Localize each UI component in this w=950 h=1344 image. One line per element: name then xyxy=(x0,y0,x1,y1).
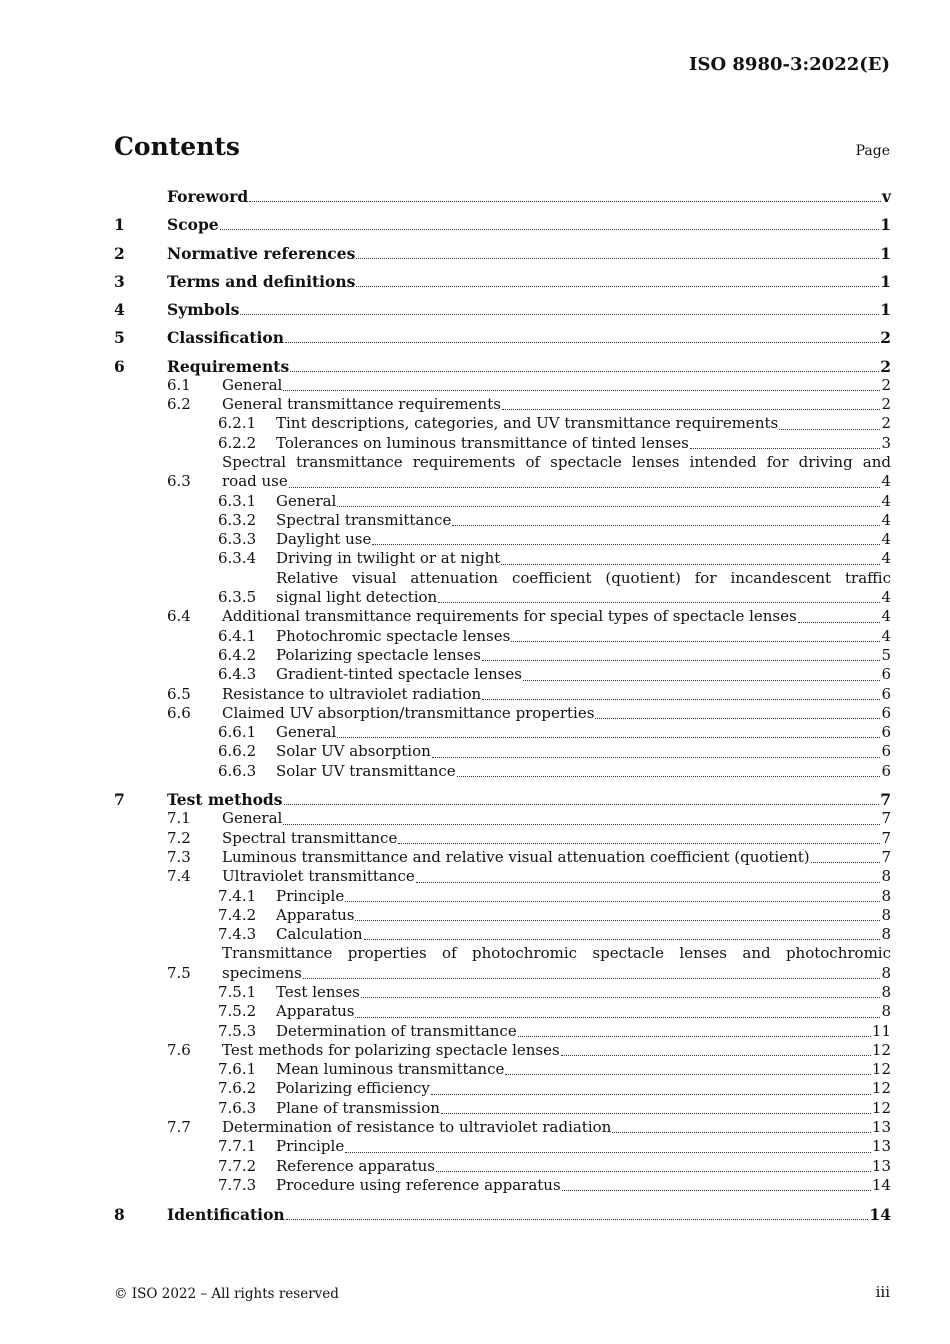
dot-leader xyxy=(289,486,881,488)
toc-entry-page: 2 xyxy=(881,375,891,394)
toc-entry-page: 12 xyxy=(871,1079,891,1098)
dot-leader xyxy=(286,1218,869,1220)
toc-entry-number: 6.2.2 xyxy=(218,433,257,452)
toc-entry-number: 8 xyxy=(114,1204,125,1224)
toc-entry-page: 6 xyxy=(881,723,891,742)
toc-entry[interactable] xyxy=(114,530,891,549)
footer-copyright: © ISO 2022 – All rights reserved xyxy=(114,1286,339,1302)
toc-entry-title: Test lenses xyxy=(276,982,360,1001)
toc-entry-page: 8 xyxy=(881,963,891,982)
dot-leader xyxy=(436,1170,871,1172)
table-of-contents xyxy=(114,183,891,1224)
toc-entry-number: 6.3.3 xyxy=(218,530,257,549)
toc-entry-title: Foreword xyxy=(167,187,249,206)
toc-entry-number: 7.4.1 xyxy=(218,886,257,905)
toc-entry-page: 6 xyxy=(881,761,891,780)
toc-entry-page: 4 xyxy=(881,510,891,529)
toc-entry-number: 7.6 xyxy=(167,1040,191,1059)
toc-entry-number: 6.3 xyxy=(167,472,191,491)
toc-entry-title: General xyxy=(276,491,337,510)
toc-entry[interactable] xyxy=(114,790,891,809)
toc-entry-title: Driving in twilight or at night xyxy=(276,549,501,568)
dot-leader xyxy=(595,717,880,719)
toc-entry-title: Tint descriptions, categories, and UV transmittance requirements xyxy=(276,414,779,433)
toc-entry-number: 6.2 xyxy=(167,395,191,414)
dot-leader xyxy=(511,640,880,642)
toc-entry-title: Photochromic spectacle lenses xyxy=(276,626,511,645)
toc-entry-number: 1 xyxy=(114,215,125,235)
toc-entry-title: Calculation xyxy=(276,925,363,944)
toc-entry-number: 6.4.2 xyxy=(218,645,257,664)
toc-entry-title: Ultraviolet transmittance xyxy=(222,867,415,886)
dot-leader xyxy=(372,543,880,545)
toc-entry[interactable] xyxy=(114,944,891,983)
dot-leader xyxy=(283,389,880,391)
dot-leader xyxy=(612,1131,871,1133)
toc-entry-title: Polarizing efficiency xyxy=(276,1079,430,1098)
toc-entry[interactable] xyxy=(114,357,891,376)
toc-entry-number: 7.3 xyxy=(167,847,191,866)
dot-leader xyxy=(285,341,879,343)
toc-entry-number: 7.7.3 xyxy=(218,1175,257,1194)
toc-entry[interactable] xyxy=(114,511,891,530)
toc-entry[interactable] xyxy=(114,983,891,1002)
dot-leader xyxy=(431,1093,871,1095)
toc-entry[interactable] xyxy=(114,1118,891,1137)
toc-entry-page: 1 xyxy=(880,243,891,263)
toc-entry-page: 14 xyxy=(871,1175,891,1194)
toc-entry-page: 4 xyxy=(881,588,891,607)
toc-entry[interactable] xyxy=(114,646,891,665)
toc-entry-title: Solar UV transmittance xyxy=(276,761,456,780)
toc-entry-number: 7.6.3 xyxy=(218,1098,257,1117)
toc-entry-number: 7.5.1 xyxy=(218,982,257,1001)
toc-entry-page: 4 xyxy=(881,607,891,626)
toc-entry-title: Terms and definitions xyxy=(167,271,356,291)
toc-entry-title: Apparatus xyxy=(276,1002,355,1021)
toc-entry-title: Symbols xyxy=(167,300,240,320)
toc-entry-number: 6.3.4 xyxy=(218,549,257,568)
toc-entry-title: General transmittance requirements xyxy=(222,395,501,414)
dot-leader xyxy=(337,736,880,738)
toc-entry-title: Procedure using reference apparatus xyxy=(276,1175,561,1194)
dot-leader xyxy=(364,938,881,940)
dot-leader xyxy=(561,1054,871,1056)
toc-entry[interactable] xyxy=(114,723,891,742)
toc-entry-number: 7.6.1 xyxy=(218,1060,257,1079)
toc-entry[interactable] xyxy=(114,300,891,319)
dot-leader xyxy=(356,257,879,259)
toc-entry-page: 6 xyxy=(881,684,891,703)
toc-entry-title: General xyxy=(276,723,337,742)
toc-entry-page: 2 xyxy=(881,395,891,414)
toc-entry[interactable] xyxy=(114,1022,891,1041)
dot-leader xyxy=(355,1016,880,1018)
toc-entry-title-line1: Relative visual attenuation coefficient (quotient) for incandescent traffic xyxy=(276,568,891,587)
toc-entry-page: 4 xyxy=(881,472,891,491)
toc-entry-title: Claimed UV absorption/transmittance properties xyxy=(222,703,595,722)
dot-leader xyxy=(523,679,881,681)
toc-entry[interactable] xyxy=(114,395,891,414)
toc-entry-title: Determination of resistance to ultraviolet radiation xyxy=(222,1118,612,1137)
toc-entry-number: 7.2 xyxy=(167,828,191,847)
page-column-label: Page xyxy=(855,143,890,159)
toc-entry[interactable] xyxy=(114,665,891,684)
toc-entry-number: 2 xyxy=(114,243,125,263)
toc-entry[interactable] xyxy=(114,809,891,828)
toc-entry[interactable] xyxy=(114,627,891,646)
toc-entry-title: Gradient-tinted spectacle lenses xyxy=(276,665,522,684)
toc-entry-page: 8 xyxy=(881,982,891,1001)
toc-entry-title: General xyxy=(222,809,283,828)
toc-entry-title: Plane of transmission xyxy=(276,1098,440,1117)
toc-entry[interactable] xyxy=(114,1060,891,1079)
toc-entry[interactable] xyxy=(114,376,891,395)
dot-leader xyxy=(432,756,881,758)
toc-entry-number: 3 xyxy=(114,271,125,291)
toc-entry-title: Normative references xyxy=(167,243,356,263)
toc-entry-title: Spectral transmittance xyxy=(222,828,398,847)
toc-entry[interactable] xyxy=(114,867,891,886)
toc-entry[interactable] xyxy=(114,1002,891,1021)
toc-entry-page: 3 xyxy=(881,433,891,452)
toc-entry-number: 6.3.5 xyxy=(218,588,257,607)
dot-leader xyxy=(249,200,881,202)
toc-entry-title: Test methods for polarizing spectacle lenses xyxy=(222,1040,560,1059)
toc-entry[interactable] xyxy=(114,742,891,761)
dot-leader xyxy=(345,1151,871,1153)
toc-entry-number: 7.7.1 xyxy=(218,1137,257,1156)
toc-entry-page: 1 xyxy=(880,271,891,291)
toc-entry[interactable] xyxy=(114,685,891,704)
toc-entry-title-line1: Spectral transmittance requirements of spectacle lenses intended for driving and xyxy=(222,452,891,471)
toc-entry-number: 4 xyxy=(114,300,125,320)
toc-entry[interactable] xyxy=(114,1099,891,1118)
dot-leader xyxy=(518,1035,871,1037)
dot-leader xyxy=(482,698,880,700)
toc-entry-title: specimens xyxy=(222,963,302,982)
dot-leader xyxy=(355,919,880,921)
toc-entry-number: 7.4.2 xyxy=(218,905,257,924)
toc-entry-title: Identification xyxy=(167,1204,285,1224)
toc-entry[interactable] xyxy=(114,925,891,944)
dot-leader xyxy=(283,823,880,825)
toc-entry-title: Requirements xyxy=(167,356,290,376)
toc-entry-page: 13 xyxy=(871,1156,891,1175)
toc-entry-page: 4 xyxy=(881,530,891,549)
toc-entry-page: 4 xyxy=(881,626,891,645)
toc-entry[interactable] xyxy=(114,569,891,608)
toc-entry-number: 7.5.2 xyxy=(218,1002,257,1021)
toc-entry-number: 7.4.3 xyxy=(218,925,257,944)
toc-entry-number: 7.4 xyxy=(167,867,191,886)
toc-entry[interactable] xyxy=(114,1041,891,1060)
toc-entry-page: 7 xyxy=(881,847,891,866)
toc-entry-page: 6 xyxy=(881,703,891,722)
toc-entry[interactable] xyxy=(114,848,891,867)
toc-entry-title: Reference apparatus xyxy=(276,1156,435,1175)
toc-entry-page: 12 xyxy=(871,1098,891,1117)
toc-entry-number: 7.1 xyxy=(167,809,191,828)
toc-entry-title: Determination of transmittance xyxy=(276,1021,517,1040)
toc-entry-page: 7 xyxy=(880,790,891,810)
toc-entry-title: Luminous transmittance and relative visual attenuation coefficient (quotient) xyxy=(222,847,810,866)
toc-entry-page: 4 xyxy=(881,549,891,568)
toc-entry-title: Principle xyxy=(276,886,345,905)
toc-entry-title: Apparatus xyxy=(276,905,355,924)
toc-entry-number: 6.4.1 xyxy=(218,626,257,645)
toc-entry-title: General xyxy=(222,375,283,394)
toc-entry[interactable] xyxy=(114,1137,891,1156)
dot-leader xyxy=(220,228,880,230)
toc-entry-page: 13 xyxy=(871,1137,891,1156)
toc-entry-title: Solar UV absorption xyxy=(276,742,431,761)
toc-entry-title: Tolerances on luminous transmittance of tinted lenses xyxy=(276,433,689,452)
toc-entry[interactable] xyxy=(114,887,891,906)
dot-leader xyxy=(505,1073,871,1075)
toc-entry-page: 14 xyxy=(869,1204,891,1224)
toc-entry-page: 8 xyxy=(881,886,891,905)
dot-leader xyxy=(690,447,881,449)
dot-leader xyxy=(457,775,881,777)
toc-entry-number: 6.2.1 xyxy=(218,414,257,433)
contents-title: Contents xyxy=(114,132,241,161)
toc-entry-page: 13 xyxy=(871,1118,891,1137)
toc-entry[interactable] xyxy=(114,607,891,626)
toc-entry-page: v xyxy=(881,187,891,206)
toc-entry-title: signal light detection xyxy=(276,588,438,607)
toc-entry-page: 7 xyxy=(881,809,891,828)
dot-leader xyxy=(284,803,880,805)
toc-entry-title: Principle xyxy=(276,1137,345,1156)
dot-leader xyxy=(798,621,881,623)
toc-entry-number: 6.6.1 xyxy=(218,723,257,742)
toc-entry[interactable] xyxy=(114,829,891,848)
toc-entry[interactable] xyxy=(114,187,891,206)
dot-leader xyxy=(356,285,879,287)
toc-entry-number: 6.6.3 xyxy=(218,761,257,780)
dot-leader xyxy=(361,996,881,998)
dot-leader xyxy=(345,900,880,902)
toc-entry-page: 7 xyxy=(881,828,891,847)
toc-entry[interactable] xyxy=(114,328,891,347)
toc-entry-title: Classification xyxy=(167,328,285,348)
toc-entry[interactable] xyxy=(114,272,891,291)
toc-entry-title: Mean luminous transmittance xyxy=(276,1060,505,1079)
toc-entry-page: 12 xyxy=(871,1060,891,1079)
toc-entry[interactable] xyxy=(114,453,891,492)
dot-leader xyxy=(303,977,881,979)
document-id: ISO 8980-3:2022(E) xyxy=(689,54,890,75)
toc-entry-page: 8 xyxy=(881,867,891,886)
toc-entry-page: 2 xyxy=(880,356,891,376)
toc-entry[interactable] xyxy=(114,906,891,925)
footer-page-number: iii xyxy=(875,1283,890,1301)
toc-entry-number: 6.6.2 xyxy=(218,742,257,761)
toc-entry-page: 1 xyxy=(880,300,891,320)
toc-entry-title: Scope xyxy=(167,215,219,235)
toc-entry[interactable] xyxy=(114,549,891,568)
toc-entry-title: Test methods xyxy=(167,790,283,810)
toc-entry-title: Additional transmittance requirements for special types of spectacle lenses xyxy=(222,607,797,626)
toc-entry[interactable] xyxy=(114,762,891,781)
toc-entry[interactable] xyxy=(114,1205,891,1224)
toc-entry-title: Daylight use xyxy=(276,530,372,549)
toc-entry-number: 7.7.2 xyxy=(218,1156,257,1175)
toc-entry-number: 5 xyxy=(114,328,125,348)
dot-leader xyxy=(441,1112,871,1114)
toc-entry-number: 7.5 xyxy=(167,963,191,982)
toc-entry-number: 7 xyxy=(114,790,125,810)
toc-entry-number: 6.3.1 xyxy=(218,491,257,510)
dot-leader xyxy=(779,428,880,430)
toc-entry[interactable] xyxy=(114,215,891,234)
toc-entry[interactable] xyxy=(114,434,891,453)
toc-entry-page: 11 xyxy=(871,1021,891,1040)
toc-entry-page: 8 xyxy=(881,1002,891,1021)
dot-leader xyxy=(562,1189,871,1191)
toc-entry-number: 6.5 xyxy=(167,684,191,703)
dot-leader xyxy=(240,313,879,315)
toc-entry-page: 5 xyxy=(881,645,891,664)
toc-entry-page: 6 xyxy=(881,742,891,761)
toc-entry-number: 7.5.3 xyxy=(218,1021,257,1040)
dot-leader xyxy=(290,370,879,372)
dot-leader xyxy=(501,563,880,565)
toc-entry[interactable] xyxy=(114,1157,891,1176)
toc-entry-page: 1 xyxy=(880,215,891,235)
toc-entry-number: 6.4 xyxy=(167,607,191,626)
toc-entry-number: 6.6 xyxy=(167,703,191,722)
toc-entry-page: 12 xyxy=(871,1040,891,1059)
toc-entry-number: 6.3.2 xyxy=(218,510,257,529)
toc-entry-title-line1: Transmittance properties of photochromic spectacle lenses and photochromic xyxy=(222,944,891,963)
toc-entry-title: Polarizing spectacle lenses xyxy=(276,645,481,664)
dot-leader xyxy=(452,524,880,526)
dot-leader xyxy=(337,505,880,507)
toc-entry-page: 8 xyxy=(881,925,891,944)
toc-entry-number: 7.7 xyxy=(167,1118,191,1137)
toc-entry-page: 2 xyxy=(880,328,891,348)
toc-entry[interactable] xyxy=(114,414,891,433)
toc-entry-title: Spectral transmittance xyxy=(276,510,452,529)
toc-entry-page: 2 xyxy=(881,414,891,433)
toc-entry-number: 6.4.3 xyxy=(218,665,257,684)
toc-entry-number: 7.6.2 xyxy=(218,1079,257,1098)
dot-leader xyxy=(811,861,881,863)
toc-entry-page: 4 xyxy=(881,491,891,510)
toc-entry-title: road use xyxy=(222,472,288,491)
dot-leader xyxy=(482,659,880,661)
toc-entry[interactable] xyxy=(114,1176,891,1195)
toc-entry[interactable] xyxy=(114,244,891,263)
toc-entry[interactable] xyxy=(114,1079,891,1098)
dot-leader xyxy=(502,408,881,410)
toc-entry-title: Resistance to ultraviolet radiation xyxy=(222,684,482,703)
dot-leader xyxy=(438,601,880,603)
toc-entry-page: 6 xyxy=(881,665,891,684)
dot-leader xyxy=(416,881,881,883)
toc-entry-page: 8 xyxy=(881,905,891,924)
toc-entry[interactable] xyxy=(114,492,891,511)
toc-entry-number: 6 xyxy=(114,356,125,376)
toc-entry-number: 6.1 xyxy=(167,375,191,394)
toc-entry[interactable] xyxy=(114,704,891,723)
dot-leader xyxy=(398,842,880,844)
